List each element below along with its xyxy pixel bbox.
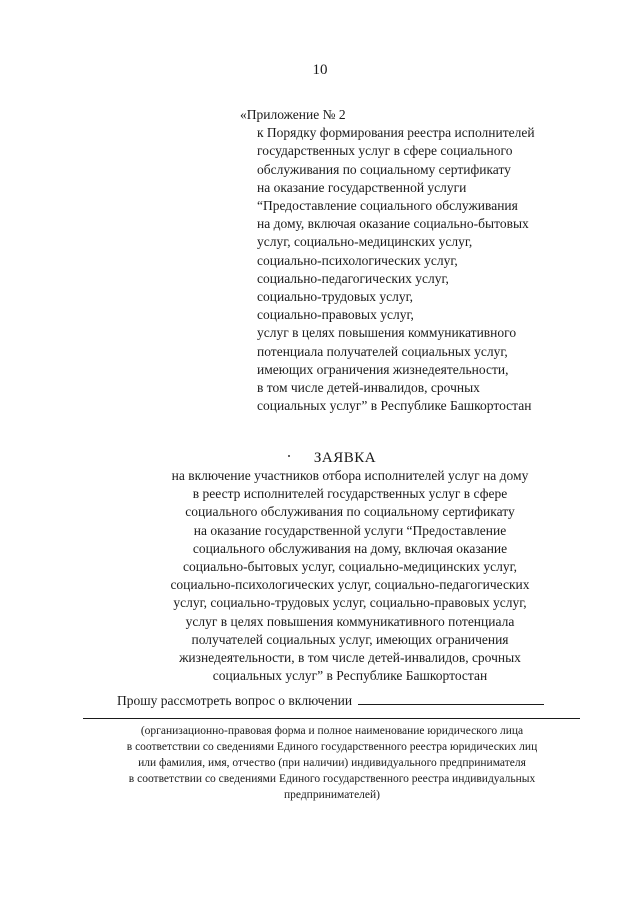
request-ask-line [117, 692, 587, 709]
request-line: получателей социальных услуг, имеющих ограничения [191, 631, 509, 647]
footnote-line: или фамилия, имя, отчество (при наличии) индивидуального предпринимателя [138, 757, 526, 769]
request-line: социального обслуживания на дому, включая оказание [192, 540, 508, 556]
appendix-line: “Предоставление социального обслуживания [257, 198, 518, 214]
applicant-footnote [72, 723, 592, 803]
appendix-line: к Порядку формирования реестра исполнителей [257, 125, 535, 141]
request-line: на включение участников отбора исполнителей услуг на дому [171, 468, 529, 483]
request-line: услуг в целях повышения коммуникативного потенциала [185, 613, 515, 629]
request-line: в реестр исполнителей государственных услуг в сфере [192, 486, 508, 502]
appendix-line: социально-правовых услуг, [257, 307, 414, 323]
appendix-line: в том числе детей-инвалидов, срочных [257, 380, 480, 396]
request-line: социального обслуживания по социальному сертификату [185, 504, 515, 520]
appendix-line: имеющих ограничения жизнедеятельности, [257, 361, 509, 377]
appendix-line: социально-психологических услуг, [257, 252, 458, 268]
footnote-line: предпринимателей) [283, 789, 381, 801]
appendix-line: социально-педагогических услуг, [257, 270, 449, 286]
appendix-line: услуг в целях повышения коммуникативного [257, 325, 517, 341]
request-heading: ЗАЯВКА [313, 450, 377, 466]
applicant-name-full-blank[interactable] [83, 718, 580, 719]
appendix-line: социально-трудовых услуг, [257, 289, 414, 305]
appendix-line: «Приложение № 2 [240, 107, 346, 122]
request-line: социальных услуг” в Республике Башкортостан [212, 668, 488, 684]
appendix-line: на оказание государственной услуги [257, 179, 467, 195]
request-title-block [100, 467, 600, 685]
request-line: услуг, социально-трудовых услуг, социально-правовых услуг, [173, 595, 527, 611]
request-line: социально-психологических услуг, социально-педагогических [170, 577, 530, 593]
appendix-line: государственных услуг в сфере социального [257, 143, 513, 159]
request-line: социально-бытовых услуг, социально-медицинских услуг, [183, 559, 517, 575]
footnote-line: в соответствии со сведениями Единого государственного реестра индивидуальных [128, 773, 536, 785]
appendix-line: потенциала получателей социальных услуг, [257, 343, 508, 359]
footnote-line: (организационно-правовая форма и полное наименование юридического лица [140, 725, 524, 737]
appendix-line: социальных услуг” в Республике Башкортостан [257, 398, 532, 414]
request-ask-text: Прошу рассмотреть вопрос о включении [117, 693, 353, 708]
request-line: на оказание государственной услуги “Предоставление [193, 522, 507, 538]
appendix-block [240, 106, 600, 415]
appendix-line: услуг, социально-медицинских услуг, [257, 234, 473, 250]
footnote-line: в соответствии со сведениями Единого государственного реестра юридических лиц [126, 741, 538, 753]
applicant-name-blank[interactable] [358, 692, 544, 705]
appendix-line: обслуживания по социальному сертификату [257, 161, 511, 177]
appendix-line: на дому, включая оказание социально-бытовых [257, 216, 529, 232]
request-line: жизнедеятельности, в том числе детей-инвалидов, срочных [179, 650, 521, 666]
page-number: 10 [312, 62, 328, 78]
